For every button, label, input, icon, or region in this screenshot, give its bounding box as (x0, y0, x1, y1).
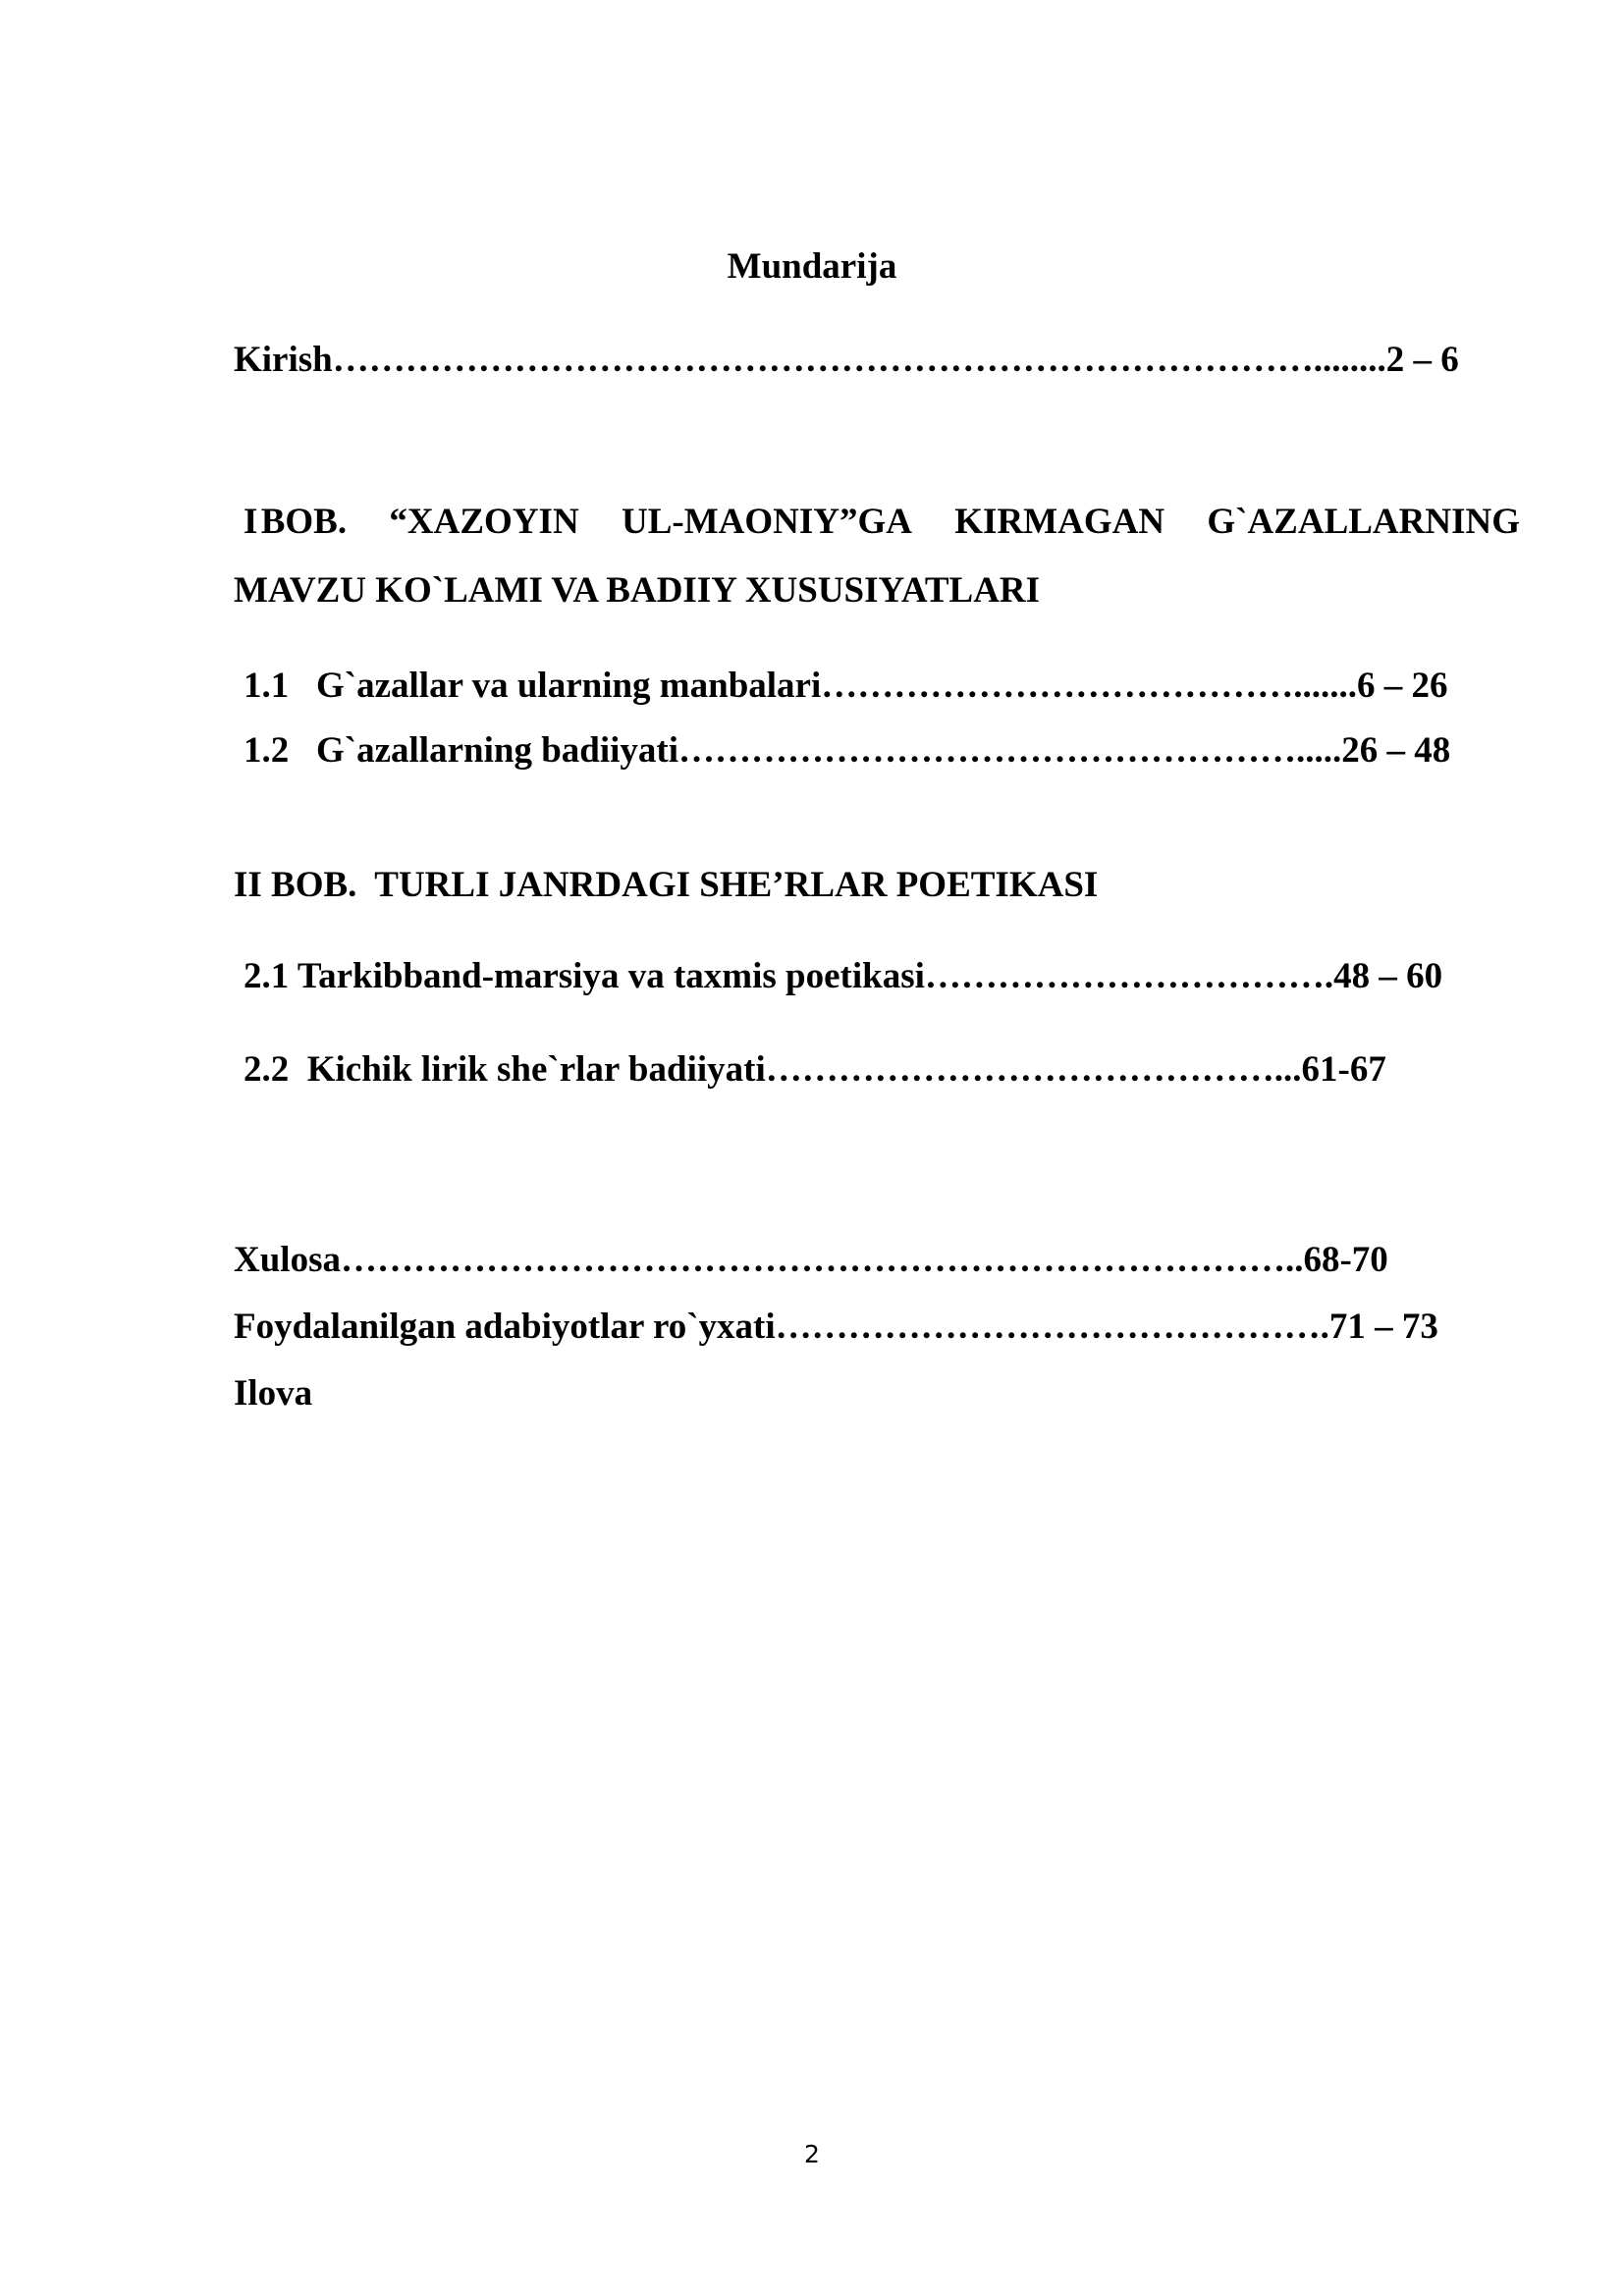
chapter-1-word: G`AZALLARNING (1207, 502, 1520, 542)
toc-chapter-1-line-2: MAVZU KO`LAMI VA BADIIY XUSUSIYATLARI (234, 570, 1041, 611)
toc-entry-1-1: 1.1 G`azallar va ularning manbalari………………………………….......6 – 26 (244, 666, 1448, 706)
toc-entry-kirish: Kirish………………………………………………………………………........2 – 6 (234, 340, 1459, 380)
toc-entry-1-2: 1.2 G`azallarning badiiyati…………………………………………….....26 – 48 (244, 730, 1451, 771)
toc-chapter-2: II BOB. TURLI JANRDAGI SHE’RLAR POETIKASI (234, 865, 1099, 905)
toc-entry-2-1: 2.1 Tarkibband-marsiya va taxmis poetikasi…………………………….48 – 60 (244, 956, 1443, 996)
page-number: 2 (804, 2140, 820, 2168)
chapter-1-word: UL-MAONIY”GA (621, 502, 912, 542)
toc-entry-xulosa: Xulosa……………………………………………………………………..68-70 (234, 1240, 1388, 1280)
toc-chapter-1 (234, 501, 1520, 544)
chapter-1-word: I (244, 502, 258, 542)
chapter-1-word: KIRMAGAN (954, 502, 1165, 542)
toc-entry-2-2: 2.2 Kichik lirik she`rlar badiiyati……………………………………...61-67 (244, 1049, 1386, 1090)
toc-entry-ilova: Ilova (234, 1373, 313, 1414)
chapter-1-word: BOB. (260, 502, 348, 542)
toc-entry-adabiyotlar: Foydalanilgan adabiyotlar ro`yxati……………………………………….71 – 73 (234, 1307, 1438, 1347)
toc-chapter-1-line-1 (234, 501, 1520, 544)
chapter-1-word: “XAZOYIN (389, 502, 579, 542)
page-title: Mundarija (727, 246, 897, 287)
